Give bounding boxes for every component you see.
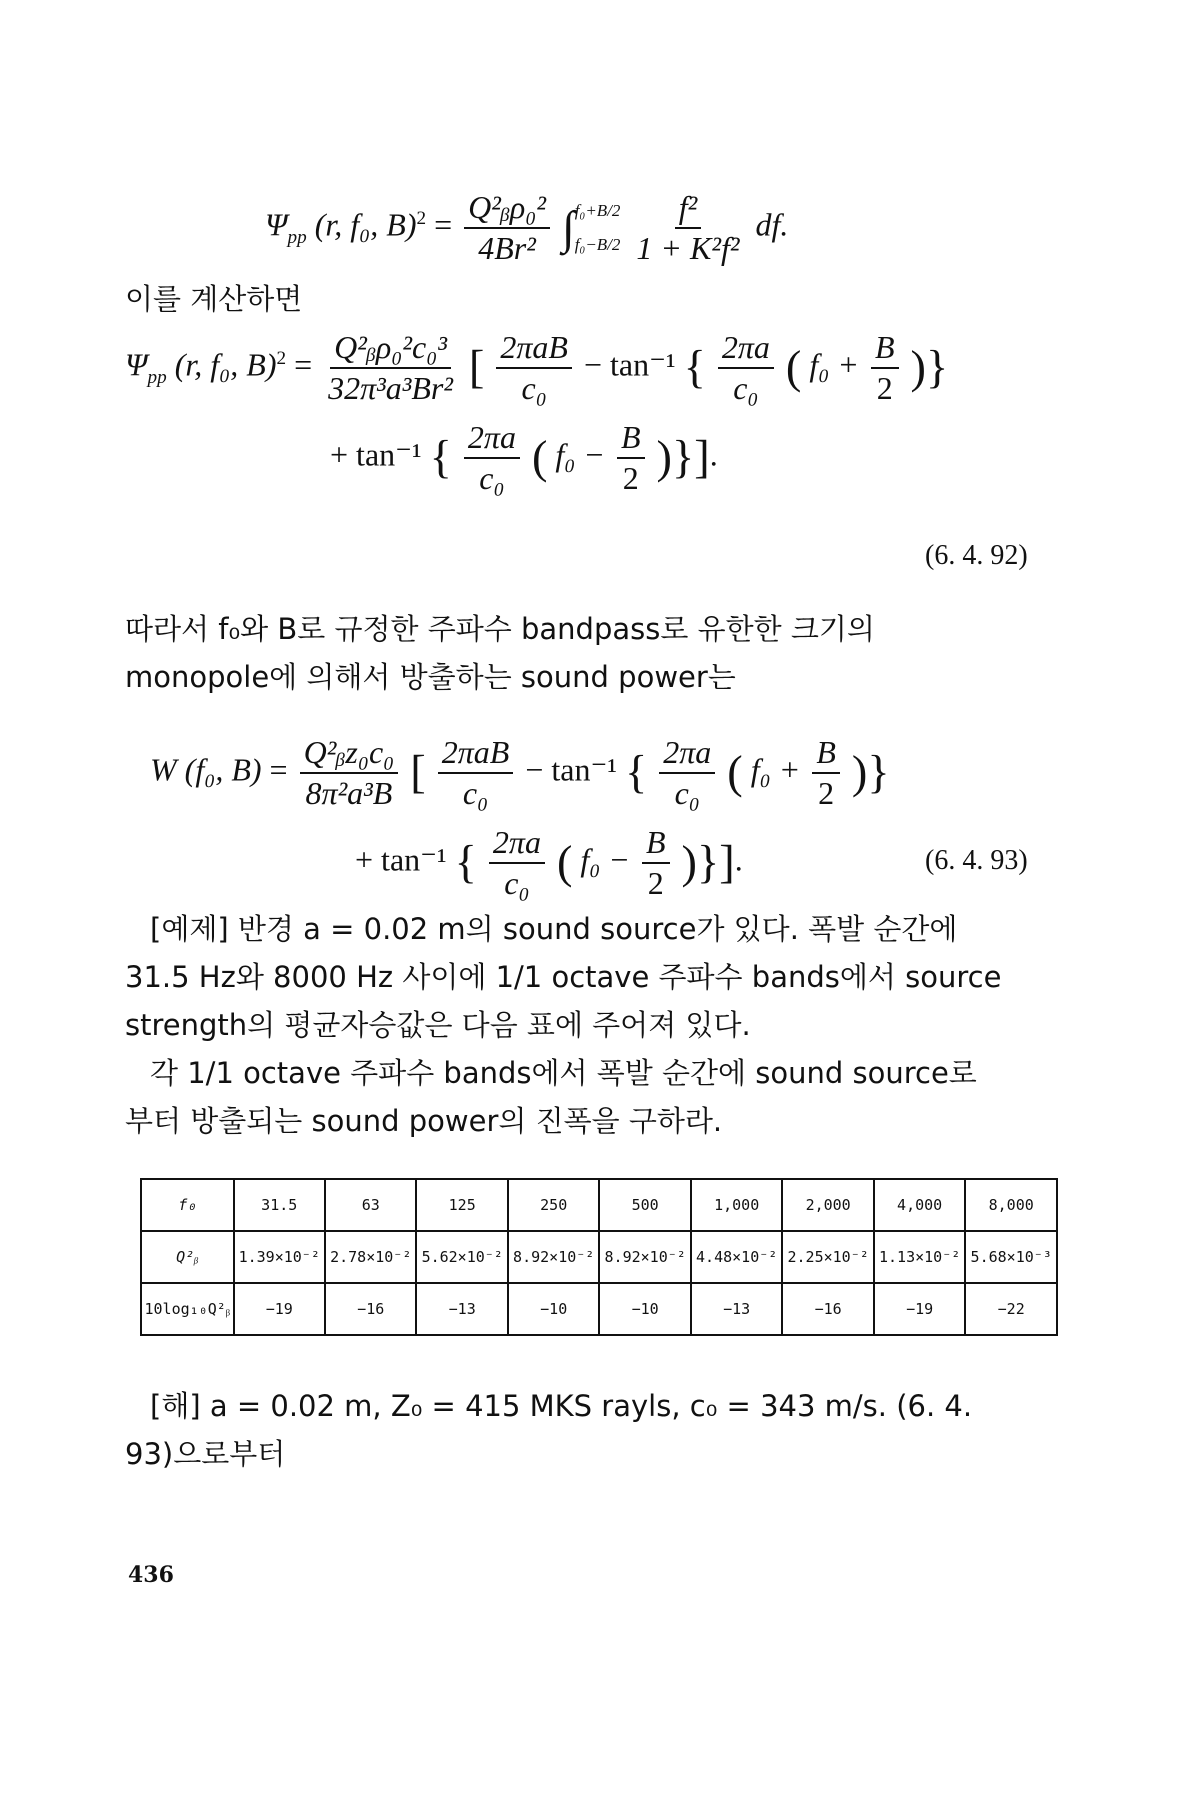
- b-num: B: [812, 735, 840, 774]
- brace-open: {: [429, 432, 452, 484]
- table-cell: 2.25×10⁻²: [782, 1231, 873, 1283]
- paren-close: ): [656, 432, 672, 484]
- equation-psi-result-cont: [330, 420, 718, 496]
- paragraph-line: 따라서 f₀와 B로 규정한 주파수 bandpass로 유한한 크기의: [125, 612, 875, 646]
- psi-subscript: pp: [147, 366, 167, 388]
- table-cell: −16: [782, 1283, 873, 1335]
- table-cell: 1.39×10⁻²: [234, 1231, 325, 1283]
- example-line: 각 1/1 octave 주파수 bands에서 폭발 순간에 sound source로: [150, 1056, 977, 1090]
- paren-close: ): [910, 342, 926, 394]
- solution-line: [해] a = 0.02 m, Z₀ = 415 MKS rayls, c₀ = 343 m/s. (6. 4.: [150, 1389, 973, 1423]
- table-row: [141, 1179, 1057, 1231]
- solution: [125, 1382, 1090, 1478]
- arg-num: 2πa: [464, 420, 520, 459]
- lower-limit: f₀−B/2: [574, 235, 621, 255]
- coef-den: 8π²a³B: [305, 775, 393, 812]
- b-half-fraction: [642, 825, 670, 901]
- b-den: 2: [647, 865, 664, 902]
- coef-fraction: [300, 735, 399, 811]
- period: .: [734, 841, 743, 878]
- example-line: [예제] 반경 a = 0.02 m의 sound source가 있다. 폭발 순간에: [150, 912, 958, 946]
- example-problem: [125, 905, 1090, 1145]
- upper-limit: f₀+B/2: [574, 201, 621, 221]
- minus-arctan: − tan⁻¹: [525, 751, 617, 788]
- equals: =: [269, 751, 288, 788]
- paren-open: (: [556, 837, 573, 889]
- integrand-den: 1 + K²f²: [636, 230, 740, 267]
- brace-open: {: [683, 342, 706, 394]
- bracket-close: ]: [719, 837, 735, 889]
- paren-close: ): [681, 837, 697, 889]
- plus-arctan: + tan⁻¹: [355, 841, 447, 878]
- brace-open: {: [454, 837, 477, 889]
- psi-symbol: Ψ: [125, 346, 148, 383]
- b-half-fraction: [617, 420, 645, 496]
- coef-fraction: [464, 190, 550, 266]
- integrand-num: f²: [675, 190, 701, 229]
- table-cell: 125: [416, 1179, 507, 1231]
- table-cell: −19: [234, 1283, 325, 1335]
- f-minus: f₀ −: [555, 436, 605, 473]
- bracket-close: ]: [694, 432, 710, 484]
- coef-fraction: [324, 330, 457, 406]
- paren-open: (: [727, 747, 743, 799]
- table-cell: 500: [599, 1179, 690, 1231]
- table-cell: 4,000: [874, 1179, 965, 1231]
- row-label-frequency: f₀: [141, 1179, 234, 1231]
- table-cell: −22: [965, 1283, 1057, 1335]
- table-cell: −13: [691, 1283, 782, 1335]
- table-row: [141, 1283, 1057, 1335]
- table-cell: 1,000: [691, 1179, 782, 1231]
- paragraph-bandpass: [125, 605, 1075, 701]
- arg-num: 2πa: [718, 330, 774, 369]
- source-strength-table: [140, 1178, 1058, 1336]
- psi-power: 2: [416, 207, 427, 229]
- equation-sound-power: [150, 735, 890, 811]
- term1-fraction: [438, 735, 514, 811]
- integral-sign: ∫: [561, 202, 575, 254]
- psi-power: 2: [276, 347, 287, 369]
- w-symbol: W: [150, 751, 177, 788]
- b-num: B: [642, 825, 670, 864]
- bracket-open: [: [468, 342, 485, 394]
- plus-arctan: + tan⁻¹: [330, 436, 422, 473]
- equation-number-93: (6. 4. 93): [925, 845, 1028, 876]
- example-line: 부터 방출되는 sound power의 진폭을 구하라.: [125, 1104, 723, 1138]
- f-minus: f₀ −: [580, 841, 630, 878]
- psi-symbol: Ψ: [265, 206, 288, 243]
- arg-fraction: [659, 735, 715, 811]
- psi-subscript: pp: [287, 226, 307, 248]
- brace-close: }: [867, 747, 890, 799]
- table-cell: −16: [325, 1283, 416, 1335]
- term1-num: 2πaB: [438, 735, 514, 774]
- coef-num: Q²ᵦρ₀²c₀³: [330, 330, 451, 369]
- term1-num: 2πaB: [496, 330, 572, 369]
- b-den: 2: [622, 460, 639, 497]
- arg-den: c₀: [504, 865, 530, 902]
- bracket-open: [: [410, 747, 426, 799]
- paren-close: ): [851, 747, 868, 799]
- psi-args: (r, f₀, B): [174, 346, 277, 383]
- brace-open: {: [624, 747, 648, 799]
- psi-args: (r, f₀, B): [314, 206, 417, 243]
- integral-limits: [575, 194, 621, 262]
- arg-den: c₀: [733, 370, 759, 407]
- table-cell: 5.62×10⁻²: [416, 1231, 507, 1283]
- equals: =: [294, 346, 313, 383]
- f-plus: f₀ +: [750, 751, 801, 788]
- equals: =: [434, 206, 453, 243]
- table-cell: −10: [508, 1283, 599, 1335]
- coef-num: Q²ᵦρ₀²: [464, 190, 550, 229]
- table-cell: 5.68×10⁻³: [965, 1231, 1057, 1283]
- table-cell: 2,000: [782, 1179, 873, 1231]
- example-line: strength의 평균자승값은 다음 표에 주어져 있다.: [125, 1008, 751, 1042]
- b-den: 2: [876, 370, 893, 407]
- row-label-db: 10log₁₀Q²ᵦ: [141, 1283, 234, 1335]
- equation-psi-integral: [265, 190, 788, 266]
- paren-open: (: [785, 342, 802, 394]
- arg-den: c₀: [479, 460, 505, 497]
- b-half-fraction: [871, 330, 899, 406]
- minus-arctan: − tan⁻¹: [583, 346, 676, 383]
- arg-fraction: [464, 420, 520, 496]
- table-cell: −10: [599, 1283, 690, 1335]
- solution-line: 93)으로부터: [125, 1437, 286, 1471]
- calc-label: 이를 계산하면: [125, 282, 303, 316]
- term1-den: c₀: [521, 370, 547, 407]
- arg-num: 2πa: [659, 735, 715, 774]
- paren-open: (: [531, 432, 548, 484]
- f-plus: f₀ +: [809, 346, 859, 383]
- coef-num: Q²ᵦz₀c₀: [300, 735, 399, 774]
- table-row: [141, 1231, 1057, 1283]
- example-line: 31.5 Hz와 8000 Hz 사이에 1/1 octave 주파수 bands에서 source: [125, 960, 1002, 994]
- table-cell: 8,000: [965, 1179, 1057, 1231]
- coef-den: 4Br²: [478, 230, 536, 267]
- integral: [562, 194, 620, 262]
- term1-den: c₀: [462, 775, 489, 812]
- equation-number-92: (6. 4. 92): [925, 540, 1028, 571]
- term1-fraction: [496, 330, 572, 406]
- b-num: B: [871, 330, 899, 369]
- paragraph-line: monopole에 의해서 방출하는 sound power는: [125, 660, 736, 694]
- period: .: [709, 436, 718, 473]
- table-cell: 250: [508, 1179, 599, 1231]
- arg-den: c₀: [674, 775, 700, 812]
- table-cell: 1.13×10⁻²: [874, 1231, 965, 1283]
- df: df.: [755, 206, 789, 243]
- table-cell: 4.48×10⁻²: [691, 1231, 782, 1283]
- coef-den: 32π³a³Br²: [328, 370, 453, 407]
- brace-close: }: [697, 837, 720, 889]
- table-cell: 8.92×10⁻²: [508, 1231, 599, 1283]
- brace-close: }: [672, 432, 695, 484]
- b-half-fraction: [812, 735, 840, 811]
- table-cell: 2.78×10⁻²: [325, 1231, 416, 1283]
- b-num: B: [617, 420, 645, 459]
- w-args: (f₀, B): [184, 751, 262, 788]
- equation-psi-result: [125, 330, 948, 406]
- table-cell: 31.5: [234, 1179, 325, 1231]
- row-label-q2: Q²ᵦ: [141, 1231, 234, 1283]
- brace-close: }: [925, 342, 949, 394]
- b-den: 2: [818, 775, 835, 812]
- arg-fraction: [489, 825, 545, 901]
- table-cell: 63: [325, 1179, 416, 1231]
- arg-fraction: [718, 330, 774, 406]
- equation-sound-power-cont: [355, 825, 743, 901]
- table-cell: −19: [874, 1283, 965, 1335]
- table-cell: −13: [416, 1283, 507, 1335]
- integrand-fraction: [632, 190, 743, 266]
- arg-num: 2πa: [489, 825, 545, 864]
- table-cell: 8.92×10⁻²: [599, 1231, 690, 1283]
- page-number: 436: [128, 1562, 174, 1588]
